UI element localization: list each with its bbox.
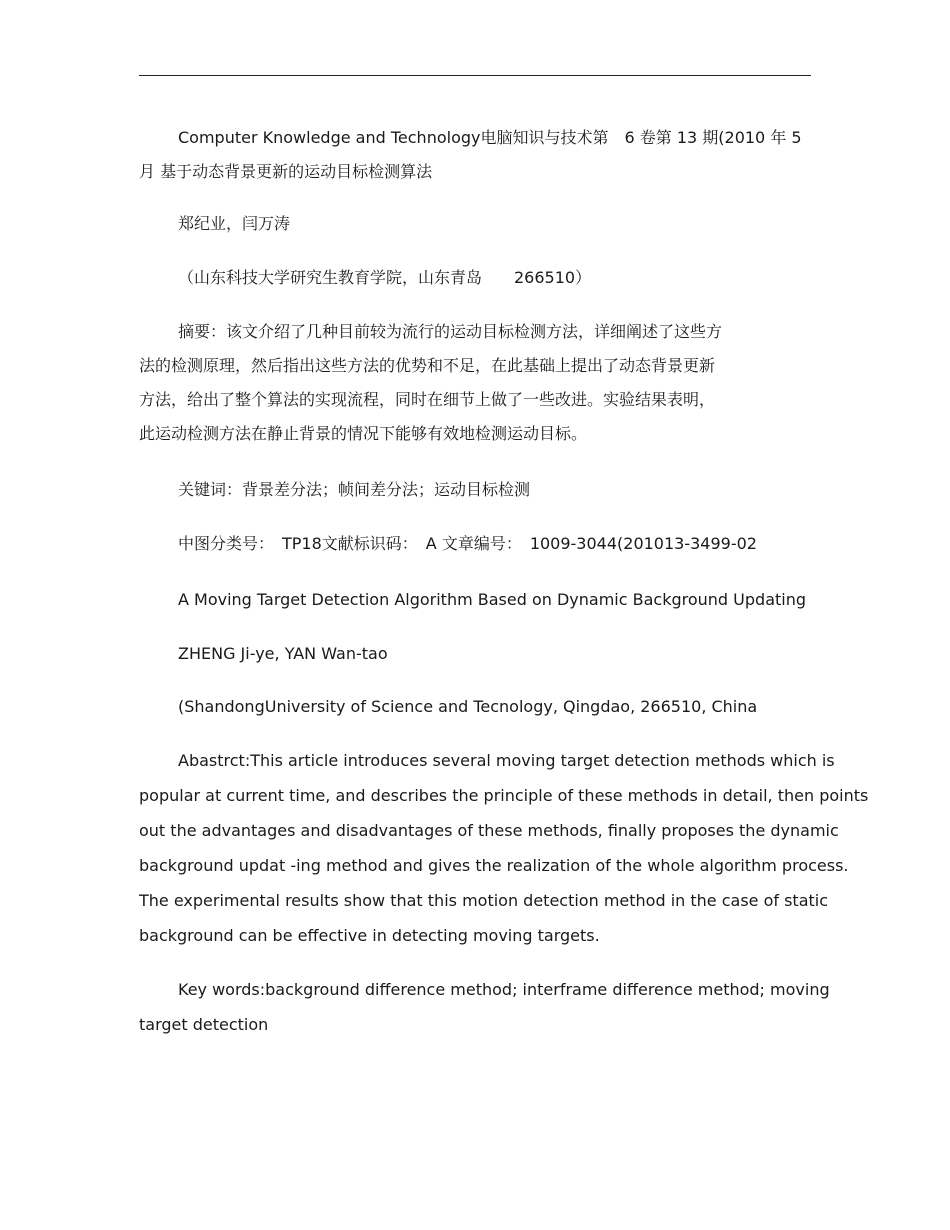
abstract-en-line: out the advantages and disadvantages of these methods, finally proposes the dynamic — [139, 821, 839, 840]
abstract-en — [139, 743, 869, 953]
authors-cn: 郑纪业，闫万涛 — [178, 214, 291, 233]
authors-en: ZHENG Ji-ye, YAN Wan-tao — [178, 644, 388, 663]
keywords-cn: 关键词：背景差分法；帧间差分法；运动目标检测 — [178, 480, 531, 499]
keywords-en-line: Key words:background difference method; interframe difference method; moving — [178, 980, 830, 999]
abstract-cn-line: 摘要：该文介绍了几种目前较为流行的运动目标检测方法，详细阐述了这些方 — [178, 322, 723, 341]
abstract-en-line: The experimental results show that this motion detection method in the case of static — [139, 891, 829, 910]
classification-info: 中图分类号： TP18文献标识码： A 文章编号： 1009-3044(201013-3499-02 — [178, 534, 757, 553]
keywords-en — [139, 972, 839, 1042]
abstract-cn-line: 此运动检测方法在静止背景的情况下能够有效地检测运动目标。 — [139, 424, 588, 443]
affiliation-en: (ShandongUniversity of Science and Tecnology, Qingdao, 266510, China — [178, 697, 758, 716]
abstract-en-line: background updat -ing method and gives the realization of the whole algorithm process. — [139, 856, 849, 875]
abstract-en-line: background can be effective in detecting moving targets. — [139, 926, 600, 945]
title-en: A Moving Target Detection Algorithm Based on Dynamic Background Updating — [178, 590, 807, 609]
journal-citation — [139, 121, 839, 189]
abstract-cn-line: 法的检测原理，然后指出这些方法的优势和不足，在此基础上提出了动态背景更新 — [139, 356, 716, 375]
journal-line-2: 月 基于动态背景更新的运动目标检测算法 — [139, 162, 433, 181]
abstract-en-line: popular at current time, and describes the principle of these methods in detail, then points — [139, 786, 869, 805]
journal-line-1: Computer Knowledge and Technology电脑知识与技术第 6 卷第 13 期(2010 年 5 — [178, 128, 802, 147]
abstract-cn-line: 方法，给出了整个算法的实现流程，同时在细节上做了一些改进。实验结果表明， — [139, 390, 716, 409]
abstract-en-line: Abastrct:This article introduces several moving target detection methods which is — [178, 751, 835, 770]
abstract-cn — [139, 315, 839, 451]
affiliation-cn: （山东科技大学研究生教育学院，山东青岛 266510） — [178, 268, 592, 287]
header-rule — [139, 75, 811, 76]
keywords-en-line: target detection — [139, 1015, 269, 1034]
